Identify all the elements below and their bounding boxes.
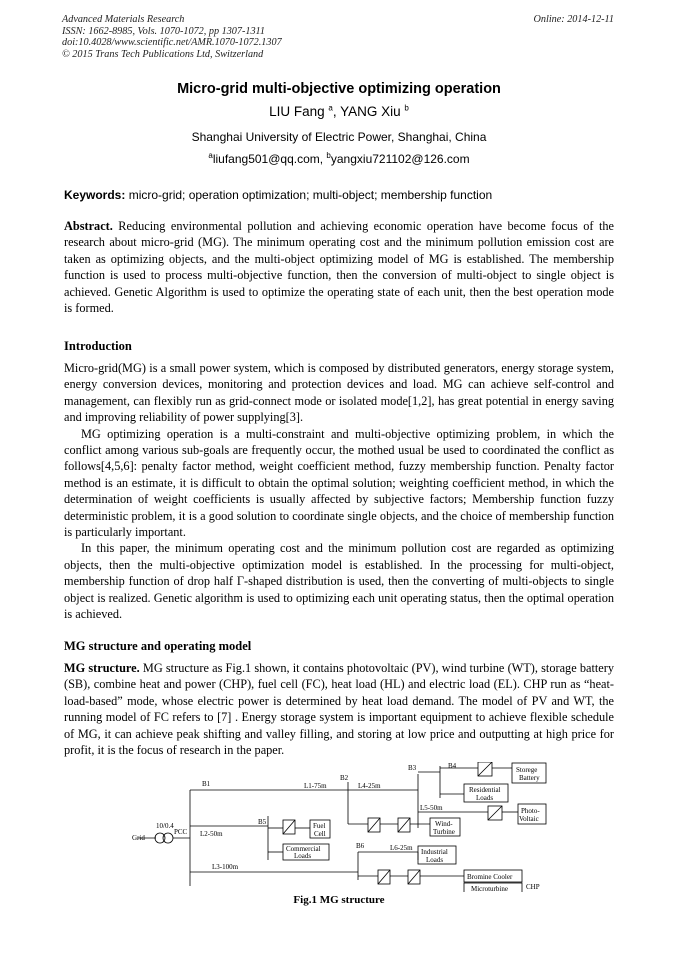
- author-separator: ,: [332, 104, 341, 119]
- label-l4: L4-25m: [358, 782, 381, 790]
- label-storage-1: Storege: [516, 766, 538, 774]
- figure-1: [128, 762, 558, 897]
- label-l5: L5-50m: [420, 804, 443, 812]
- keywords: [64, 188, 492, 202]
- figure-caption: Fig.1 MG structure: [293, 894, 385, 906]
- email-2-sup: b: [326, 151, 331, 160]
- journal-name: Advanced Materials Research: [62, 14, 185, 25]
- label-b5: B5: [258, 818, 267, 826]
- intro-paragraph-1: Micro-grid(MG) is a small power system, which is composed by distributed generators, energy storage system, energy conversion devices, monitoring and protection devices and load. MG can achieve self-control and management, can flexibly run as grid-connect mode or isolated mode[1,2], has great potential in energy saving and improving reliability of power supplying[3].: [64, 361, 614, 425]
- label-l3: L3-100m: [212, 863, 239, 871]
- abstract: [64, 218, 614, 316]
- label-storage-2: Battery: [519, 774, 540, 782]
- journal-header: [62, 14, 282, 60]
- label-l6: L6-25m: [390, 844, 413, 852]
- label-l2: L2-50m: [200, 830, 223, 838]
- label-commercial-2: Loads: [294, 852, 312, 860]
- label-voltage: 10/0.4: [156, 822, 174, 830]
- label-b6: B6: [356, 842, 365, 850]
- label-wind-2: Turbine: [433, 828, 455, 836]
- label-chp: CHP: [526, 883, 540, 891]
- label-microturbine: Microturbine: [471, 885, 508, 892]
- label-b4: B4: [448, 762, 457, 770]
- label-grid: Grid: [132, 834, 145, 842]
- email-2[interactable]: yangxiu721102@126.com: [330, 152, 470, 166]
- keywords-label: Keywords:: [64, 188, 126, 202]
- mg-structure-text: MG structure as Fig.1 shown, it contains photovoltaic (PV), wind turbine (WT), storage battery (SB), combine heat and power (CHP), fuel cell (FC), heat load (HL) and electric load (EL). CHP run as “heat-load-based” mode, whose electric power is determined by heat load demand. The model of PV and WT, the running model of FC refers to [7] . Energy storage system is important equipment to achieve flexible schedule of MG, it can achieve peak shifting and valley filling, and storing at low price and outputting at high price for profit, it is the focus of research in the paper.: [64, 661, 614, 758]
- mg-structure-diagram: [128, 762, 558, 892]
- label-fuel-1: Fuel: [313, 822, 326, 830]
- introduction-heading: Introduction: [64, 339, 132, 353]
- label-pv-1: Photo-: [521, 807, 540, 815]
- label-bromine-cooler: Bromine Cooler: [467, 873, 513, 881]
- section-2-heading: MG structure and operating model: [64, 639, 252, 653]
- introduction-body: [64, 360, 614, 623]
- mg-structure-label: MG structure.: [64, 661, 140, 675]
- intro-paragraph-3: In this paper, the minimum operating cost and the minimum pollution cost are regarded as optimizing objects, then the multi-objective optimization model is established. In the processing for multi-object, membership function of drop half Γ-shaped distribution is used, then the converting of multi-objects to single object is realized. Genetic algorithm is used to optimizing each unit operating status, then the optimal operation is achieved.: [64, 541, 614, 622]
- label-industrial-1: Industrial: [421, 848, 448, 856]
- label-b1: B1: [202, 780, 211, 788]
- label-industrial-2: Loads: [426, 856, 444, 864]
- author-line: [0, 104, 678, 119]
- copyright-line: © 2015 Trans Tech Publications Ltd, Switzerland: [62, 48, 264, 60]
- label-residential-2: Loads: [476, 794, 494, 802]
- label-fuel-2: Cell: [314, 830, 326, 838]
- label-l1: L1-75m: [304, 782, 327, 790]
- keywords-text: micro-grid; operation optimization; multi-object; membership function: [125, 188, 493, 202]
- abstract-label: Abstract.: [64, 219, 113, 233]
- email-line: [0, 152, 678, 166]
- doi-line: doi:10.4028/www.scientific.net/AMR.1070-1072.1307: [62, 37, 282, 48]
- intro-paragraph-2: MG optimizing operation is a multi-constraint and multi-objective optimizing problem, in which the conflict among various sub-goals are frequently occur, the mothed usual be used to coordinated the conflict as follows[4,5,6]: penalty factor method, weight coefficient method, fuzzy membership function. Penalty factor method is an estimate, it is difficult to obtain the optimal solution; weighting coefficient method, in which the determination of weight coefficients is usually affected by subjective factors; Membership function fuzzy deterministic problem, it is a good solution to coordinate single objects, and the choice of membership function is particularly important.: [64, 426, 614, 540]
- abstract-text: Reducing environmental pollution and achieving economic operation have become focus of the research about micro-grid (MG). The minimum operating cost and the minimum pollution emission cost are taken as optimizing objects, and the multi-object optimizing model of MG is established. The membership function is used to process multi-objective function, then the conversion of multi-object to single object is achieved. Genetic Algorithm is used to optimize the operating state of each unit, then the best operation mode is formed.: [64, 219, 614, 316]
- section-2-body: [64, 660, 614, 758]
- label-commercial-1: Commercial: [286, 845, 321, 853]
- label-b3: B3: [408, 764, 417, 772]
- email-1-sup: a: [208, 151, 213, 160]
- paper-title: Micro-grid multi-objective optimizing operation: [177, 81, 501, 97]
- affiliation: Shanghai University of Electric Power, Shanghai, China: [191, 130, 487, 144]
- issn-line: ISSN: 1662-8985, Vols. 1070-1072, pp 1307-1311: [62, 25, 265, 37]
- label-wind-1: Wind-: [435, 820, 453, 828]
- label-b2: B2: [340, 774, 349, 782]
- email-1[interactable]: liufang501@qq.com,: [212, 152, 327, 166]
- author-1: LIU Fang: [269, 104, 325, 119]
- author-2-sup: b: [404, 103, 409, 113]
- label-residential-1: Residential: [469, 786, 501, 794]
- author-2: YANG Xiu: [340, 104, 401, 119]
- label-pcc: PCC: [174, 828, 188, 836]
- author-1-sup: a: [328, 103, 333, 113]
- online-date: Online: 2014-12-11: [533, 14, 614, 25]
- label-pv-2: Voltaic: [519, 815, 539, 823]
